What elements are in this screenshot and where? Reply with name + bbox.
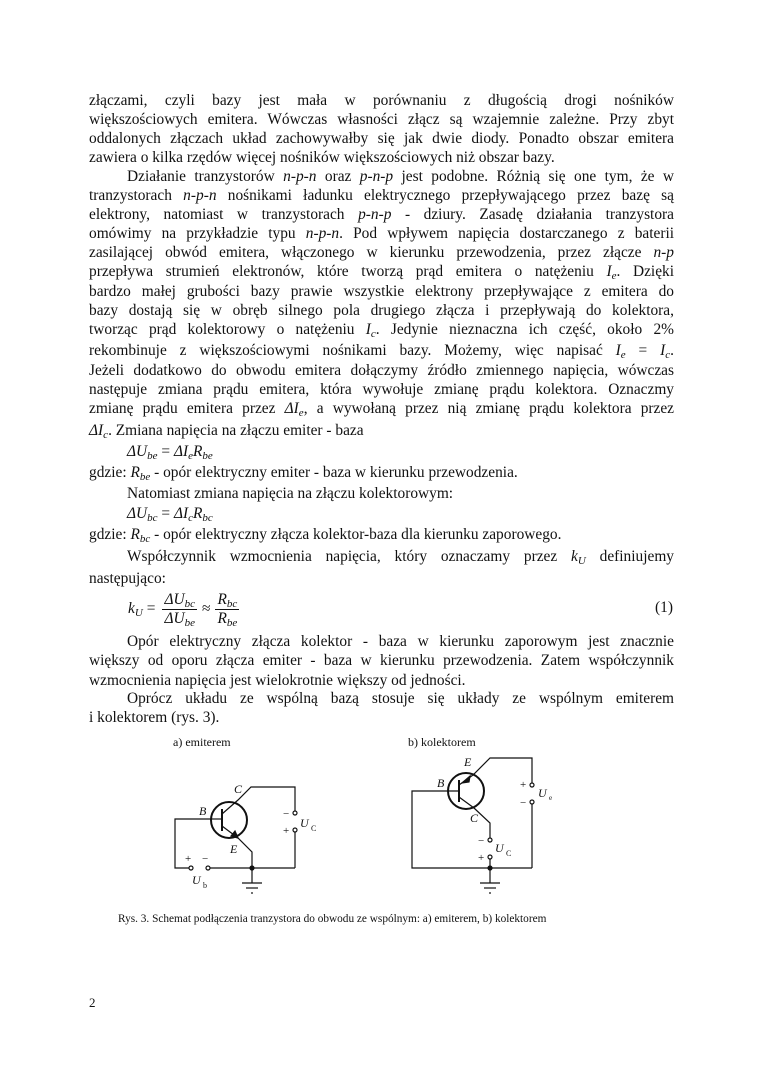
text-run: złączami, czyli bazy jest mała w porównaniu z długością drogi nośników <box>89 92 674 109</box>
text-run: następująco: <box>89 570 166 587</box>
figure-label-b: b) kolektorem <box>408 735 476 749</box>
math-symbol: $I_c$ <box>365 321 376 340</box>
sign-plus: + <box>520 779 527 791</box>
text-run: . Pod wpływem napięcia dostarczanego z baterii <box>339 225 675 242</box>
label-collector: C <box>470 811 479 825</box>
math-symbol: n-p-n <box>183 187 217 204</box>
math-symbol: $I_e$ <box>606 263 617 282</box>
figure-label-a: a) emiterem <box>173 735 231 749</box>
label-ub-sub: b <box>203 881 207 890</box>
math-symbol: $R_{be}$ <box>130 464 151 483</box>
text-run: Jeżeli dodatkowo do obwodu emitera dołączymy źródło zmiennego napięcia, wówczas <box>89 362 674 379</box>
formula-equals: = <box>146 600 156 617</box>
text-run: oddalonych złączach układ zachowywałby się jak dwie diody. Ponadto obszar emitera <box>89 130 674 147</box>
math-symbol: p-n-p <box>358 206 392 223</box>
ground-icon <box>242 868 262 893</box>
sign-plus: + <box>185 853 192 865</box>
text-run: zawiera o kilka rzędów więcej nośników większościowych niż obszar bazy. <box>89 149 555 166</box>
label-emitter: E <box>230 842 238 856</box>
text-run: zmianę prądu emitera przez <box>89 400 285 417</box>
text-run: zasilającej obwód emitera, włączonego w kierunku przewodzenia, przez złącze <box>89 244 654 261</box>
text-run: nośnikami ładunku elektrycznego przepływającego przez bazę są <box>216 187 674 204</box>
sign-minus: − <box>283 808 290 820</box>
label-uc-sub: C <box>506 849 512 858</box>
text-run: - dziury. Zasadę działania tranzystora <box>391 206 674 223</box>
sign-plus: + <box>478 852 485 864</box>
text-run: bazy dostają się w obręb silnego pola drugiego złącza i przepływają do kolektora, <box>89 302 674 319</box>
text-run: większy od oporu złącza emiter - baza w kierunku przewodzenia. Zatem współczynnik <box>89 652 674 669</box>
text-run: Opór elektryczny złącza kolektor - baza w kierunku zaporowym jest znacznie <box>127 633 674 650</box>
circuit-common-emitter <box>175 782 316 893</box>
text-run: . Zmiana napięcia na złączu emiter - baza <box>108 422 364 439</box>
text-run: Natomiast zmiana napięcia na złączu kolektorowym: <box>127 485 454 502</box>
text-run: i kolektorem (rys. 3). <box>89 709 220 726</box>
text-run: = <box>625 342 661 359</box>
math-symbol: $\Delta I_c$ <box>173 505 193 524</box>
text-run: Współczynnik wzmocnienia napięcia, który oznaczamy przez <box>127 548 572 565</box>
text-run: . <box>670 342 674 359</box>
text-run: tworząc prąd kolektorowy o natężeniu <box>89 321 366 338</box>
math-symbol: $\Delta I_c$ <box>89 422 109 441</box>
math-symbol: $\Delta U_{be}$ <box>127 443 158 462</box>
math-symbol: $R_{bc}$ <box>193 505 213 524</box>
text-run: przepływa strumień elektronów, które tworzą prąd emitera o natężeniu <box>89 263 607 280</box>
label-ub: U <box>192 873 201 887</box>
math-symbol: $k_U$ <box>571 548 586 567</box>
label-collector: C <box>234 782 243 796</box>
text-run: tranzystorach <box>89 187 184 204</box>
text-run: bardzo małej grubości bazy prawie wszystkie elektrony przepływające z emitera do <box>89 283 674 300</box>
text-run: wzmocnienia napięcia jest wielokrotnie większy od jedności. <box>89 672 466 689</box>
sign-minus: − <box>520 797 527 809</box>
text-run: następuje zmiana prądu emitera, która wywołuje zmianę prądu kolektora. Oznaczmy <box>89 381 674 398</box>
text-run: Oprócz układu ze wspólną bazą stosuje się układy ze wspólnym emiterem <box>127 690 674 707</box>
text-run: , a wywołaną przez nią zmianę prądu kolektora przez <box>303 400 675 417</box>
math-symbol: $R_{bc}$ <box>130 526 151 545</box>
math-symbol: p-n-p <box>359 168 394 185</box>
text-run: . Dzięki <box>616 263 674 280</box>
math-symbol: n-p-n <box>283 168 317 185</box>
text-run: = <box>157 443 174 460</box>
math-symbol: $I_e$ <box>615 342 626 361</box>
text-run: - opór elektryczny złącza kolektor-baza dla kierunku zaporowego. <box>150 526 562 543</box>
text-run: elektrony, natomiast w tranzystorach <box>89 206 359 223</box>
math-symbol: $\Delta I_e$ <box>284 400 304 419</box>
sign-minus: − <box>202 853 209 865</box>
math-symbol: $I_c$ <box>660 342 671 361</box>
label-base: B <box>199 804 207 818</box>
text-run: Działanie tranzystorów <box>127 168 284 185</box>
label-base: B <box>437 776 445 790</box>
sign-plus: + <box>283 825 290 837</box>
fraction-delta-u: $\frac{\Delta U_{bc}}{\Delta U_{be}}$ <box>164 590 196 629</box>
math-symbol: $\Delta U_{bc}$ <box>127 505 158 524</box>
label-ue-sub: e <box>549 794 553 802</box>
formula-approx: ≈ <box>202 600 211 617</box>
label-emitter: E <box>464 755 472 769</box>
text-run: omówimy na przykładzie typu <box>89 225 306 242</box>
text-run: = <box>157 505 174 522</box>
text-run: - opór elektryczny emiter - baza w kierunku przewodzenia. <box>150 464 518 481</box>
text-run: większościowych emitera. Wówczas własności złącz są wzajemnie zależne. Przy zbyt <box>89 111 674 128</box>
label-ue: U <box>538 786 547 800</box>
label-uc: U <box>300 816 309 830</box>
math-symbol: $\Delta I_e$ <box>173 443 193 462</box>
page-number: 2 <box>89 995 96 1010</box>
fraction-r: $\frac{R_{bc}}{R_{be}}$ <box>217 590 238 629</box>
label-uc: U <box>495 841 504 855</box>
text-run: rekombinuje z większościowymi nośnikami bazy. Możemy, więc napisać <box>89 342 616 359</box>
circuit-common-collector <box>412 755 552 893</box>
text-run: oraz <box>316 168 360 185</box>
math-symbol: n-p-n <box>305 225 340 242</box>
text-run: gdzie: <box>89 526 131 543</box>
formula-lhs: $k_U$ <box>128 600 143 619</box>
equation-number: (1) <box>655 599 673 616</box>
math-symbol: n-p <box>653 244 674 261</box>
math-symbol: $R_{be}$ <box>193 443 213 462</box>
figure-caption: Rys. 3. Schemat podłączenia tranzystora do obwodu ze wspólnym: a) emiterem, b) kolektorem <box>118 913 547 925</box>
label-uc-sub: C <box>311 824 317 833</box>
text-run: . Jedynie nieznaczna ich część, około 2% <box>375 321 674 338</box>
ground-icon <box>480 883 500 893</box>
text-run: jest podobne. Różnią się one tym, że w <box>393 168 675 185</box>
text-run: definiujemy <box>585 548 675 565</box>
text-run: gdzie: <box>89 464 131 481</box>
sign-minus: − <box>478 835 485 847</box>
